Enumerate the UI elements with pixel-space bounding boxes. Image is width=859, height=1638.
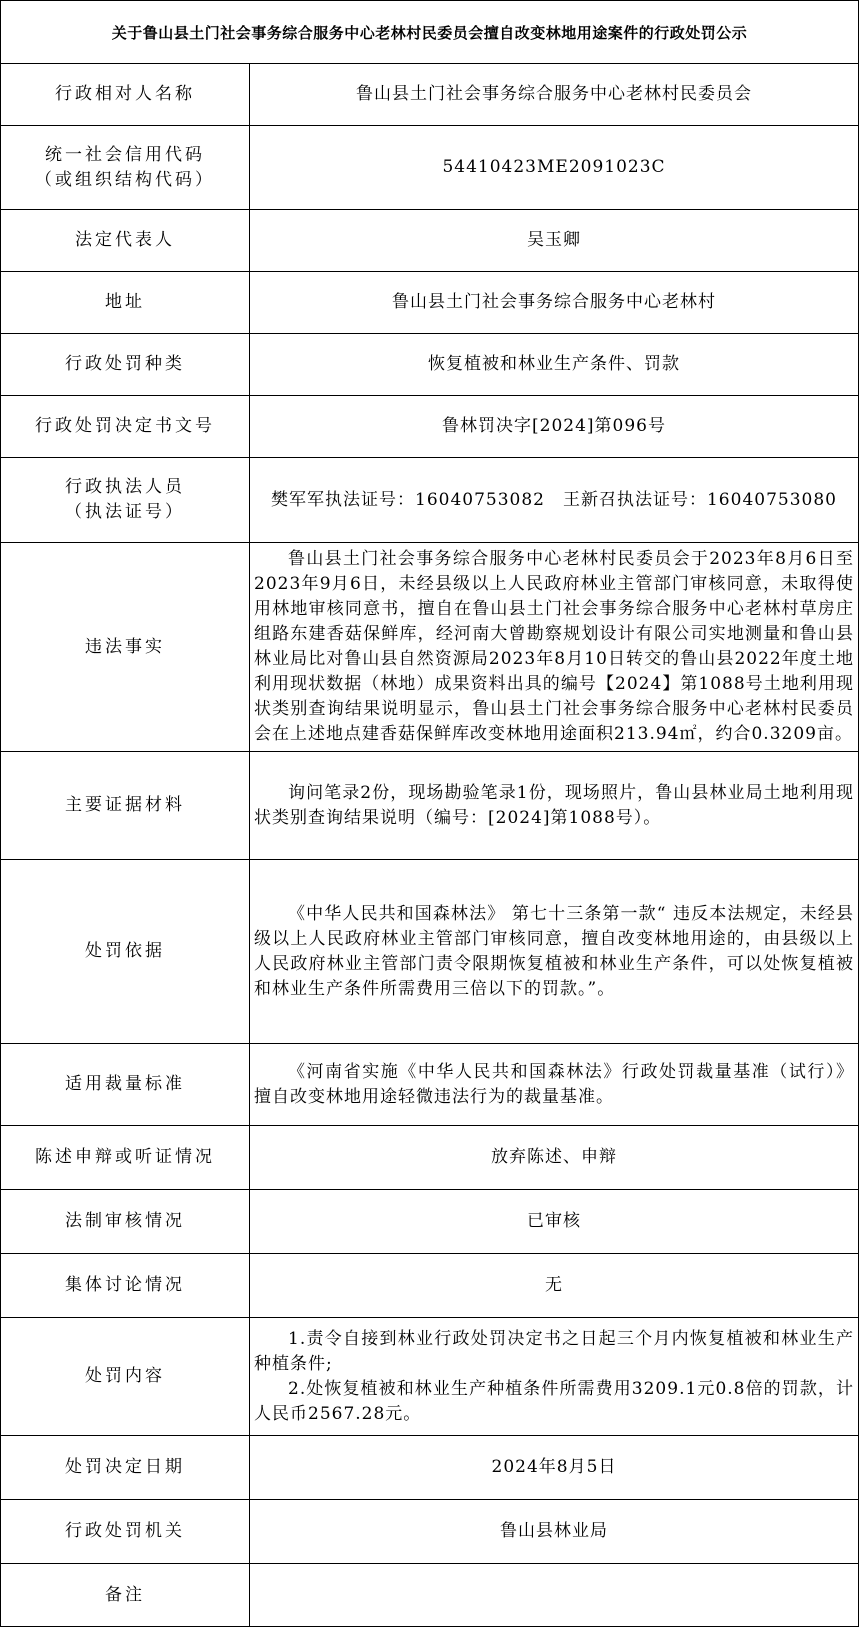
paragraph: 《河南省实施《中华人民共和国森林法》行政处罚裁量基准（试行）》擅自改变林地用途轻微违法行为的裁量基准。 [254,1061,854,1107]
row-label-line: 统一社会信用代码 [45,144,205,165]
row-label: 行政处罚种类 [1,334,250,396]
table-row [1,1500,859,1564]
table-row [1,1318,859,1436]
row-label: 法定代表人 [1,210,250,272]
table-row [1,210,859,272]
table-row [1,543,859,752]
row-label [1,126,250,210]
row-value: 2024年8月5日 [250,1436,859,1500]
row-value: 鲁山县土门社会事务综合服务中心老林村 [250,272,859,334]
table-row [1,126,859,210]
row-value: 无 [250,1254,859,1318]
row-label: 主要证据材料 [1,752,250,860]
row-value [250,1044,859,1126]
row-label: 违法事实 [1,543,250,752]
paragraph: 询问笔录2份，现场勘验笔录1份，现场照片，鲁山县林业局土地利用现状类别查询结果说明（编号：[2024]第1088号）。 [254,782,854,828]
table-row [1,396,859,458]
row-value [250,1564,859,1627]
row-label: 处罚内容 [1,1318,250,1436]
row-value [250,860,859,1044]
row-value: 已审核 [250,1190,859,1254]
paragraph: 鲁山县土门社会事务综合服务中心老林村民委员会于2023年8月6日至2023年9月6日，未经县级以上人民政府林业主管部门审核同意，未取得使用林地审核同意书，擅自在鲁山县土门社会事务综合服务中心老林村草房庄组路东建香菇保鲜库，经河南大曾勘察规划设计有限公司实地测量和鲁山县林业局比对鲁山县自然资源局2023年8月10日转交的鲁山县2022年度土地利用现状数据（林地）成果资料出具的编号【2024】第1088号土地利用现状类别查询结果说明显示，鲁山县土门社会事务综合服务中心老林村民委员会在上述地点建香菇保鲜库改变林地用途面积213.94㎡，约合0.3209亩。 [254,549,854,744]
row-label: 行政处罚决定书文号 [1,396,250,458]
row-value [250,543,859,752]
row-value: 樊军军执法证号：16040753082 王新召执法证号：16040753080 [250,458,859,543]
table-row [1,64,859,126]
table-row [1,458,859,543]
table-row [1,1190,859,1254]
row-value: 放弃陈述、申辩 [250,1126,859,1190]
row-label [1,458,250,543]
row-label: 处罚决定日期 [1,1436,250,1500]
row-value: 鲁山县土门社会事务综合服务中心老林村民委员会 [250,64,859,126]
row-label: 处罚依据 [1,860,250,1044]
row-label: 地址 [1,272,250,334]
penalty-item: 2.处恢复植被和林业生产种植条件所需费用3209.1元0.8倍的罚款，计人民币2567.28元。 [254,1378,854,1424]
row-value: 54410423ME2091023C [250,126,859,210]
row-label: 适用裁量标准 [1,1044,250,1126]
table-row [1,1254,859,1318]
row-label: 法制审核情况 [1,1190,250,1254]
document-title: 关于鲁山县土门社会事务综合服务中心老林村民委员会擅自改变林地用途案件的行政处罚公示 [0,0,859,63]
penalty-info-table [0,63,859,1627]
row-value: 恢复植被和林业生产条件、罚款 [250,334,859,396]
row-label: 集体讨论情况 [1,1254,250,1318]
table-row [1,1436,859,1500]
row-label-line: 行政执法人员 [65,477,185,497]
table-row [1,860,859,1044]
row-label: 陈述申辩或听证情况 [1,1126,250,1190]
row-value [250,752,859,860]
row-label: 行政处罚机关 [1,1500,250,1564]
penalty-item: 1.责令自接到林业行政处罚决定书之日起三个月内恢复植被和林业生产种植条件; [254,1328,854,1374]
table-row [1,1564,859,1627]
row-value: 吴玉卿 [250,210,859,272]
table-row [1,334,859,396]
row-label: 行政相对人名称 [1,64,250,126]
row-value: 鲁山县林业局 [250,1500,859,1564]
table-row [1,752,859,860]
row-label-line: （执法证号） [65,502,185,522]
row-label-line: （或组织结构代码） [35,169,215,190]
row-value [250,1318,859,1436]
table-row [1,272,859,334]
table-row [1,1126,859,1190]
row-label: 备注 [1,1564,250,1627]
table-row [1,1044,859,1126]
paragraph: 《中华人民共和国森林法》 第七十三条第一款“ 违反本法规定，未经县级以上人民政府林业主管部门审核同意，擅自改变林地用途的，由县级以上人民政府林业主管部门责令限期恢复植被和林业生产条件，可以处恢复植被和林业生产条件所需费用三倍以下的罚款。”。 [254,903,854,999]
row-value: 鲁林罚决字[2024]第096号 [250,396,859,458]
